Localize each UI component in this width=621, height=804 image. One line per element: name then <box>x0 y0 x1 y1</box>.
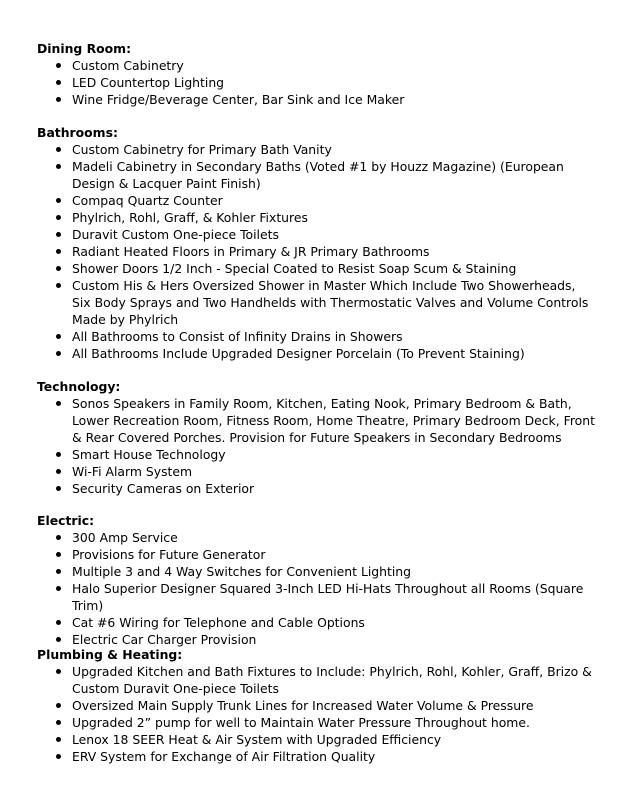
list-item: Phylrich, Rohl, Graff, & Kohler Fixtures <box>37 209 597 226</box>
list-item: Lenox 18 SEER Heat & Air System with Upgraded Efficiency <box>37 731 597 748</box>
bullet-list <box>37 57 597 108</box>
bullet-icon <box>56 266 61 271</box>
bullet-icon <box>56 147 61 152</box>
list-item: Madeli Cabinetry in Secondary Baths (Voted #1 by Houzz Magazine) (European Design & Lacquer Paint Finish) <box>37 158 597 192</box>
bullet-list <box>37 141 597 362</box>
bullet-icon <box>56 552 61 557</box>
list-item: Compaq Quartz Counter <box>37 192 597 209</box>
list-item: Custom Cabinetry for Primary Bath Vanity <box>37 141 597 158</box>
list-item: Oversized Main Supply Trunk Lines for Increased Water Volume & Pressure <box>37 697 597 714</box>
bullet-list <box>37 529 597 648</box>
bullet-icon <box>56 401 61 406</box>
bullet-icon <box>56 535 61 540</box>
section-title: Electric: <box>37 513 95 528</box>
section-technology <box>37 378 597 497</box>
bullet-icon <box>56 80 61 85</box>
section-title: Dining Room: <box>37 41 132 56</box>
section-title: Bathrooms: <box>37 125 118 140</box>
bullet-icon <box>56 232 61 237</box>
list-item: Duravit Custom One-piece Toilets <box>37 226 597 243</box>
list-item: Cat #6 Wiring for Telephone and Cable Options <box>37 614 597 631</box>
section-title: Plumbing & Heating: <box>37 647 183 662</box>
section-dining-room <box>37 40 597 108</box>
list-item: Halo Superior Designer Squared 3-Inch LED Hi-Hats Throughout all Rooms (Square Trim) <box>37 580 597 614</box>
list-item: ERV System for Exchange of Air Filtration Quality <box>37 748 597 765</box>
bullet-icon <box>56 569 61 574</box>
bullet-icon <box>56 469 61 474</box>
bullet-icon <box>56 669 61 674</box>
bullet-icon <box>56 164 61 169</box>
bullet-icon <box>56 97 61 102</box>
list-item: Custom His & Hers Oversized Shower in Master Which Include Two Showerheads, Six Body Sprays and Two Handhelds with Thermostatic Valves and Volume Controls Made by Phylrich <box>37 277 597 328</box>
list-item: Provisions for Future Generator <box>37 546 597 563</box>
list-item: Shower Doors 1/2 Inch - Special Coated to Resist Soap Scum & Staining <box>37 260 597 277</box>
bullet-icon <box>56 283 61 288</box>
bullet-icon <box>56 351 61 356</box>
bullet-icon <box>56 703 61 708</box>
bullet-icon <box>56 198 61 203</box>
list-item: 300 Amp Service <box>37 529 597 546</box>
bullet-icon <box>56 737 61 742</box>
bullet-icon <box>56 720 61 725</box>
bullet-icon <box>56 452 61 457</box>
bullet-icon <box>56 637 61 642</box>
section-plumbing-heating <box>37 646 597 765</box>
bullet-list <box>37 395 597 497</box>
list-item: All Bathrooms to Consist of Infinity Drains in Showers <box>37 328 597 345</box>
list-item: Radiant Heated Floors in Primary & JR Primary Bathrooms <box>37 243 597 260</box>
bullet-icon <box>56 620 61 625</box>
list-item: Custom Cabinetry <box>37 57 597 74</box>
list-item: Security Cameras on Exterior <box>37 480 597 497</box>
section-bathrooms <box>37 124 597 362</box>
list-item: Smart House Technology <box>37 446 597 463</box>
list-item: LED Countertop Lighting <box>37 74 597 91</box>
bullet-icon <box>56 486 61 491</box>
list-item: Upgraded 2” pump for well to Maintain Water Pressure Throughout home. <box>37 714 597 731</box>
bullet-list <box>37 663 597 765</box>
list-item: Multiple 3 and 4 Way Switches for Convenient Lighting <box>37 563 597 580</box>
list-item: Electric Car Charger Provision <box>37 631 597 648</box>
section-electric <box>37 512 597 648</box>
list-item: All Bathrooms Include Upgraded Designer Porcelain (To Prevent Staining) <box>37 345 597 362</box>
bullet-icon <box>56 215 61 220</box>
list-item: Sonos Speakers in Family Room, Kitchen, Eating Nook, Primary Bedroom & Bath, Lower Recreation Room, Fitness Room, Home Theatre, Primary Bedroom Deck, Front & Rear Covered Porches. Provision for Future Speakers in Secondary Bedrooms <box>37 395 597 446</box>
list-item: Upgraded Kitchen and Bath Fixtures to Include: Phylrich, Rohl, Kohler, Graff, Brizo & Custom Duravit One-piece Toilets <box>37 663 597 697</box>
bullet-icon <box>56 63 61 68</box>
bullet-icon <box>56 586 61 591</box>
bullet-icon <box>56 249 61 254</box>
bullet-icon <box>56 754 61 759</box>
bullet-icon <box>56 334 61 339</box>
list-item: Wi-Fi Alarm System <box>37 463 597 480</box>
section-title: Technology: <box>37 379 121 394</box>
list-item: Wine Fridge/Beverage Center, Bar Sink and Ice Maker <box>37 91 597 108</box>
